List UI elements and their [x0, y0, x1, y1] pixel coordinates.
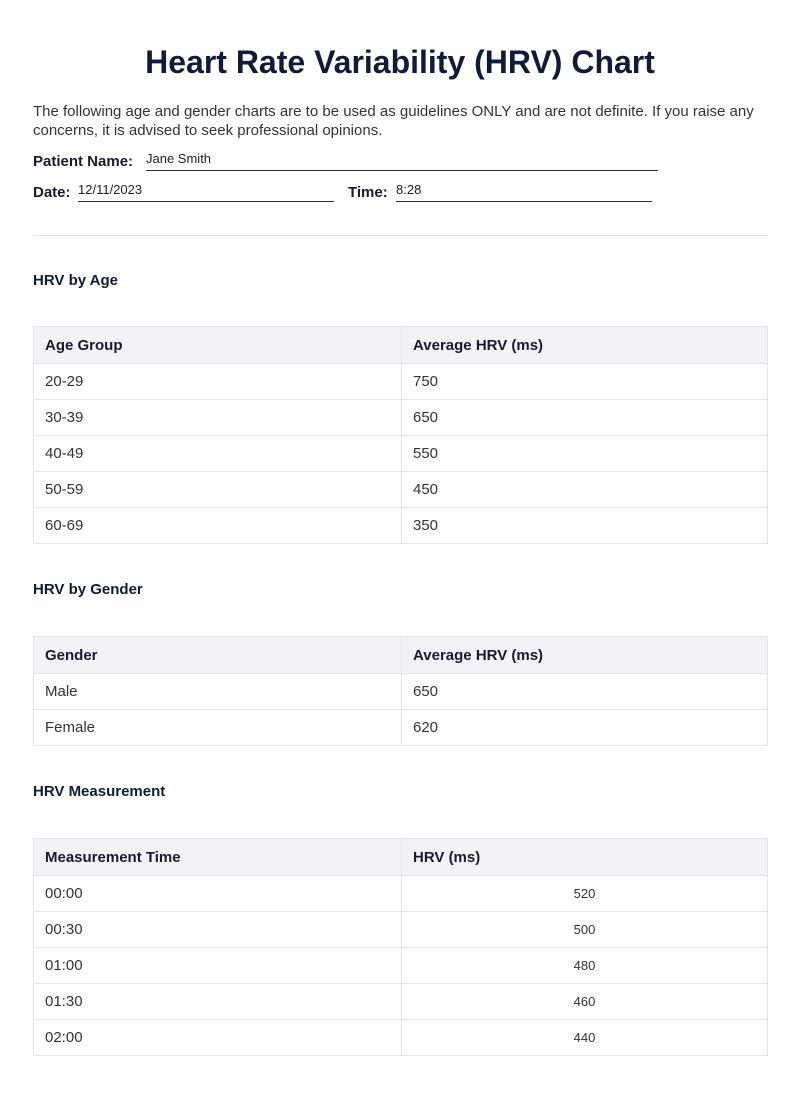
table-cell: 02:00 — [34, 1020, 402, 1056]
table-cell: Female — [34, 710, 402, 746]
table-cell: 450 — [402, 472, 768, 508]
column-header: Gender — [34, 637, 402, 674]
table-cell: 650 — [402, 674, 768, 710]
intro-text: The following age and gender charts are to be used as guidelines ONLY and are not definite. If you raise any concerns, it is advised to seek professional opinions. — [33, 103, 754, 139]
table-cell: 440 — [402, 1020, 768, 1056]
table-cell: 650 — [402, 400, 768, 436]
table-cell: 520 — [402, 876, 768, 912]
table-row — [34, 674, 768, 710]
column-header: Average HRV (ms) — [402, 327, 768, 364]
hrv-measurement-table — [33, 838, 768, 1056]
table-cell: 40-49 — [34, 436, 402, 472]
table-row — [34, 876, 768, 912]
table-cell: Male — [34, 674, 402, 710]
table-cell: 750 — [402, 364, 768, 400]
patient-name-label: Patient Name: — [33, 153, 134, 170]
table-row — [34, 472, 768, 508]
table-cell: 00:30 — [34, 912, 402, 948]
table-row — [34, 364, 768, 400]
table-cell: 620 — [402, 710, 768, 746]
table-row — [34, 984, 768, 1020]
table-row — [34, 948, 768, 984]
table-cell: 550 — [402, 436, 768, 472]
table-cell: 500 — [402, 912, 768, 948]
column-header: HRV (ms) — [402, 839, 768, 876]
section-heading-measurement: HRV Measurement — [33, 783, 166, 800]
section-heading-age: HRV by Age — [33, 272, 119, 289]
date-label: Date: — [33, 184, 71, 201]
date-row — [33, 182, 143, 201]
time-field[interactable]: 8:28 — [396, 182, 652, 202]
table-header-row — [34, 637, 768, 674]
column-header: Measurement Time — [34, 839, 402, 876]
table-row — [34, 400, 768, 436]
table-cell: 30-39 — [34, 400, 402, 436]
hrv-gender-table — [33, 636, 768, 746]
table-cell: 60-69 — [34, 508, 402, 544]
table-cell: 00:00 — [34, 876, 402, 912]
table-row — [34, 436, 768, 472]
table-header-row — [34, 327, 768, 364]
table-cell: 01:30 — [34, 984, 402, 1020]
table-cell: 460 — [402, 984, 768, 1020]
table-row — [34, 710, 768, 746]
patient-name-row — [33, 151, 212, 170]
table-cell: 20-29 — [34, 364, 402, 400]
table-cell: 01:00 — [34, 948, 402, 984]
time-label: Time: — [348, 184, 388, 201]
column-header: Age Group — [34, 327, 402, 364]
table-cell: 480 — [402, 948, 768, 984]
column-header: Average HRV (ms) — [402, 637, 768, 674]
table-cell: 350 — [402, 508, 768, 544]
patient-name-field[interactable]: Jane Smith — [146, 151, 658, 171]
table-header-row — [34, 839, 768, 876]
hrv-age-table — [33, 326, 768, 544]
table-row — [34, 1020, 768, 1056]
divider — [33, 235, 768, 236]
table-row — [34, 508, 768, 544]
table-cell: 50-59 — [34, 472, 402, 508]
section-heading-gender: HRV by Gender — [33, 581, 143, 598]
page-title: Heart Rate Variability (HRV) Chart — [145, 44, 655, 80]
time-row — [348, 182, 422, 201]
date-field[interactable]: 12/11/2023 — [78, 182, 334, 202]
table-row — [34, 912, 768, 948]
